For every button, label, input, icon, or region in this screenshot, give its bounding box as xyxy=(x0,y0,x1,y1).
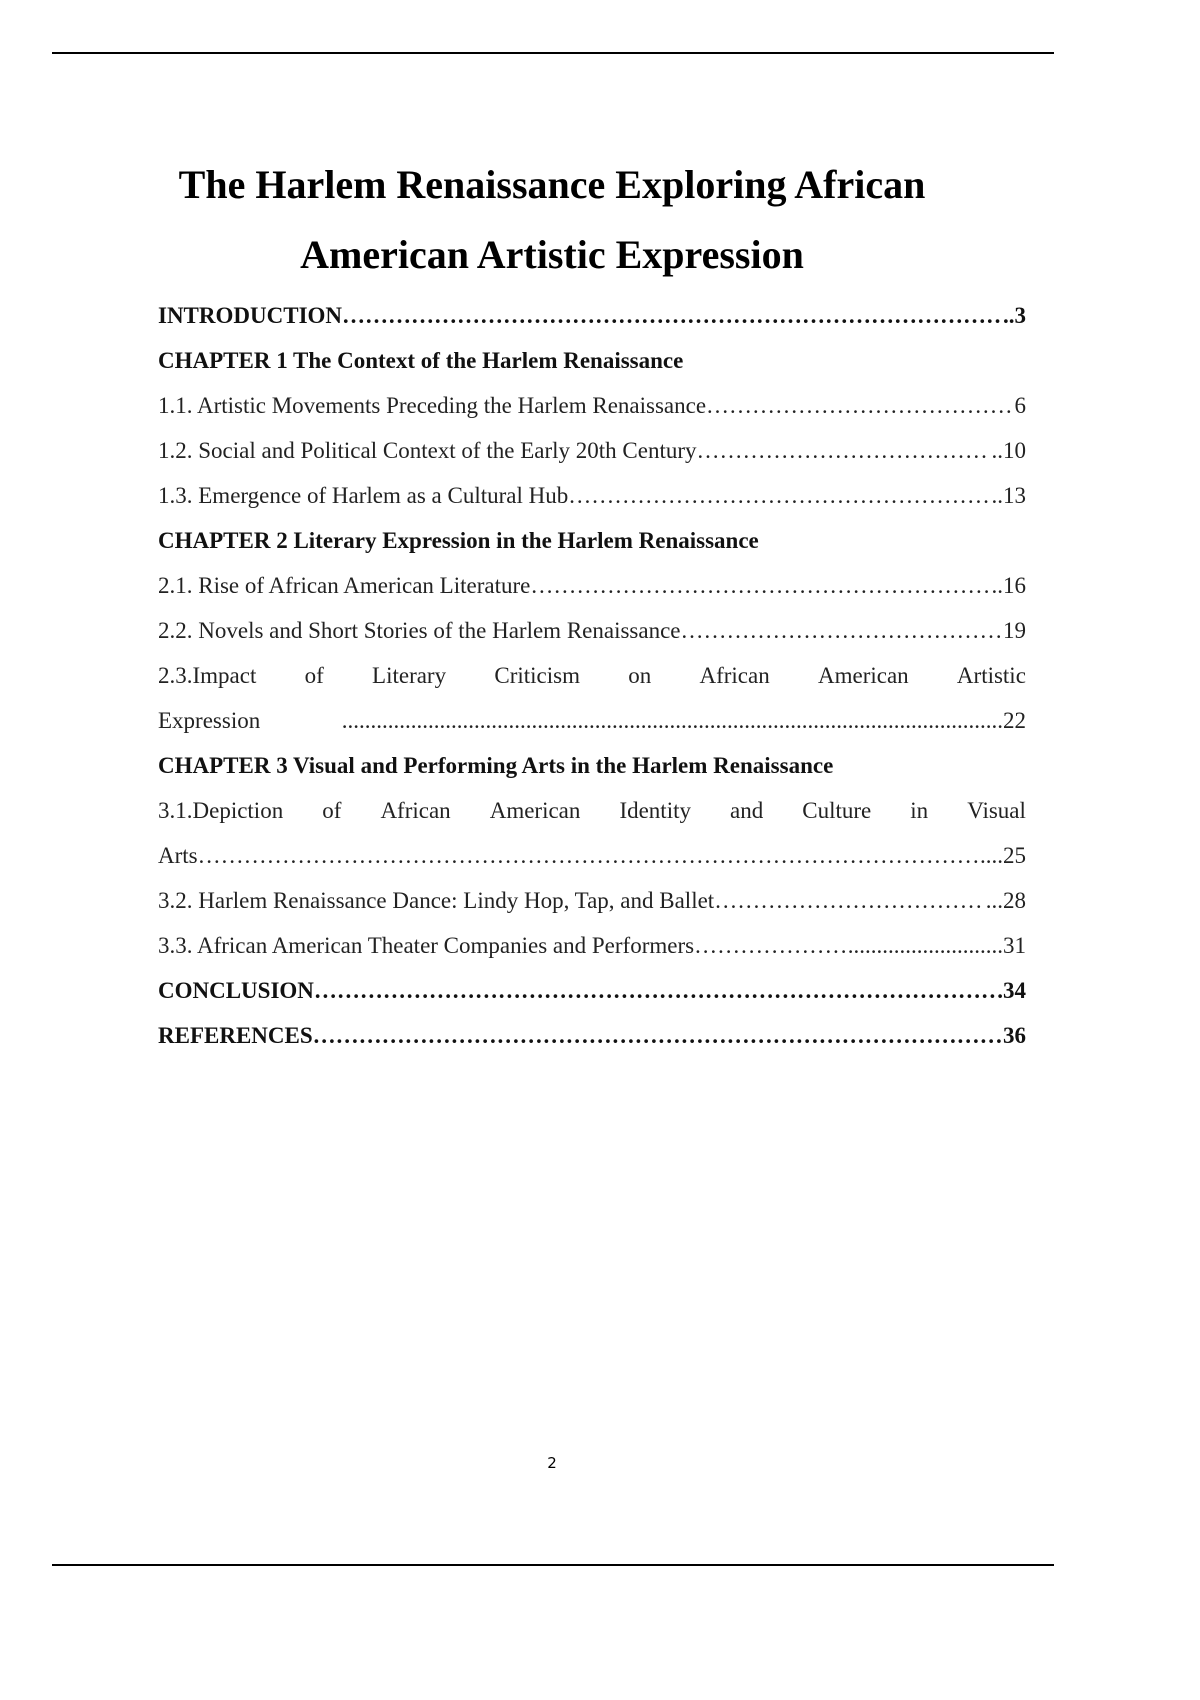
toc-chapter-label: CHAPTER 2 Literary Expression in the Harlem Renaissance xyxy=(158,528,759,553)
dot-leader xyxy=(530,563,989,608)
toc-entry-word: 2.3.Impact xyxy=(158,663,257,688)
dot-leader xyxy=(198,833,978,878)
toc-entry-label: 2.1. Rise of African American Literature xyxy=(158,573,531,598)
toc-entry-1-3 xyxy=(158,473,1026,518)
toc-entry-label: INTRODUCTION xyxy=(158,303,343,328)
toc-page-number: ...28 xyxy=(985,888,1026,913)
toc-entry-word: of xyxy=(322,798,342,823)
toc-page-number: ...........................31 xyxy=(847,933,1026,958)
toc-entry-word: Criticism xyxy=(494,663,580,688)
toc-entry-word: on xyxy=(628,663,652,688)
toc-page-number: ..13 xyxy=(991,483,1026,508)
toc-entry-label: 3.2. Harlem Renaissance Dance: Lindy Hop, Tap, and Ballet xyxy=(158,888,715,913)
toc-entry-word: Culture xyxy=(802,798,872,823)
dot-leader xyxy=(714,878,984,923)
toc-entry-conclusion xyxy=(158,968,1026,1013)
toc-entry-3-1 xyxy=(158,788,1026,833)
toc-entry-word: African xyxy=(699,663,770,688)
title-line-2: American Artistic Expression xyxy=(300,232,804,277)
toc-entry-word: of xyxy=(304,663,324,688)
toc-entry-label: 2.2. Novels and Short Stories of the Harlem Renaissance xyxy=(158,618,681,643)
toc-entry-1-2 xyxy=(158,428,1026,473)
toc-page-number: ..3 xyxy=(1003,303,1026,328)
toc-entry-word: Identity xyxy=(619,798,691,823)
toc-entry-2-1 xyxy=(158,563,1026,608)
dot-leader xyxy=(342,293,1001,338)
toc-entry-3-2 xyxy=(158,878,1026,923)
toc-chapter-label: CHAPTER 1 The Context of the Harlem Renaissance xyxy=(158,348,684,373)
toc-entry-label: 1.3. Emergence of Harlem as a Cultural Hub xyxy=(158,483,569,508)
toc-chapter-1-heading xyxy=(158,338,1026,383)
page-number: 2 xyxy=(547,1454,557,1472)
dot-leader xyxy=(568,473,989,518)
toc-entry-label: Arts xyxy=(158,843,198,868)
toc-page-number: .34 xyxy=(997,978,1026,1003)
toc-entry-3-3 xyxy=(158,923,1026,968)
toc-entry-word: American xyxy=(817,663,909,688)
toc-entry-word: and xyxy=(730,798,764,823)
dot-leader xyxy=(694,923,846,968)
dot-leader xyxy=(313,1013,1001,1058)
toc-page-number: ..10 xyxy=(991,438,1026,463)
dot-leader xyxy=(681,608,1002,653)
toc-page-number: 6 xyxy=(1014,393,1026,418)
toc-entry-word: Literary xyxy=(372,663,447,688)
toc-page-number: 36 xyxy=(1003,1023,1026,1048)
toc-entry-3-1-continuation xyxy=(158,833,1026,878)
toc-page-number: ....25 xyxy=(980,843,1026,868)
toc-entry-label: 1.2. Social and Political Context of the Early 20th Century xyxy=(158,438,697,463)
toc-entry-label: Expression xyxy=(158,708,261,733)
toc-entry-references xyxy=(158,1013,1026,1058)
toc-entry-label: CONCLUSION xyxy=(158,978,314,1003)
toc-entry-2-2 xyxy=(158,608,1026,653)
toc-entry-label: REFERENCES xyxy=(158,1023,313,1048)
toc-chapter-3-heading xyxy=(158,743,1026,788)
title-line-1: The Harlem Renaissance Exploring African xyxy=(178,162,926,207)
table-of-contents xyxy=(158,293,1026,1058)
toc-entry-label: 1.1. Artistic Movements Preceding the Harlem Renaissance xyxy=(158,393,707,418)
toc-page-number: ...................................................................................................................22 xyxy=(341,708,1026,733)
dot-leader xyxy=(314,968,995,1013)
toc-entry-1-1 xyxy=(158,383,1026,428)
toc-entry-word: in xyxy=(910,798,929,823)
dot-leader xyxy=(697,428,990,473)
toc-entry-word: 3.1.Depiction xyxy=(158,798,284,823)
toc-entry-2-3-continuation xyxy=(158,698,1026,743)
toc-entry-introduction xyxy=(158,293,1026,338)
toc-page-number: ..16 xyxy=(991,573,1026,598)
toc-entry-word: Visual xyxy=(967,798,1026,823)
toc-entry-word: Artistic xyxy=(956,663,1026,688)
header-rule xyxy=(52,52,1054,54)
toc-entry-2-3 xyxy=(158,653,1026,698)
document-title xyxy=(0,150,1104,290)
toc-entry-word: African xyxy=(380,798,451,823)
toc-entry-word: American xyxy=(489,798,581,823)
toc-chapter-label: CHAPTER 3 Visual and Performing Arts in the Harlem Renaissance xyxy=(158,753,834,778)
toc-page-number: 19 xyxy=(1003,618,1026,643)
dot-leader xyxy=(706,383,1012,428)
toc-chapter-2-heading xyxy=(158,518,1026,563)
toc-entry-label: 3.3. African American Theater Companies and Performers xyxy=(158,933,695,958)
footer-rule xyxy=(52,1564,1054,1566)
